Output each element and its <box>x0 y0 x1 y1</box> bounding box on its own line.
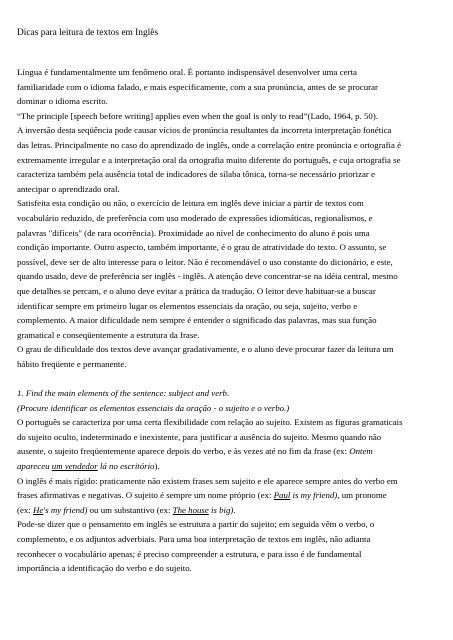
example-subject-underlined: Paul <box>273 490 291 501</box>
example-italic: apareceu <box>17 461 52 472</box>
example-subject-underlined: um vendedor <box>51 461 98 472</box>
text-line: palavras "difíceis" (de rara ocorrência). Proximidade ao nível de conhecimento do aluno é pois uma <box>17 227 370 238</box>
example-italic: Ontem <box>349 446 373 457</box>
paragraph-gap <box>17 371 445 386</box>
text-span: ou um substantivo (ex: <box>87 504 173 515</box>
text-line: Satisfeita esta condição ou não, o exercício de leitura em inglês deve iniciar a partir de textos com <box>17 198 364 209</box>
section-heading: 1. Find the main elements of the sentence: subject and verb. <box>17 388 230 399</box>
text-span: . <box>233 504 236 515</box>
example-subject-underlined: He <box>32 504 44 515</box>
section-subheading: (Procure identificar os elementos essenciais da oração - o sujeito e o verbo.) <box>17 402 290 413</box>
text-line: condição importante. Outro aspecto, também importante, é o grau de atratividade do texto. O assunto, se <box>17 242 387 253</box>
text-line: que detalhes se percam, e o aluno deve evitar a prática da tradução. O leitor deve habituar-se a buscar <box>17 285 376 296</box>
text-line: Pode-se dizer que o pensamento em inglês se estrutura a partir do sujeito; em seguida vêm o verbo, o <box>17 519 375 530</box>
example-italic: is big) <box>208 504 234 515</box>
text-line: identificar sempre em primeiro lugar os elementos essenciais da oração, ou seja, sujeito, verbo e <box>17 300 358 311</box>
text-span: (ex: <box>17 504 33 515</box>
quote-line: “The principle [speech before writing] applies even when the goal is only to read”(Lado, 1964, p. 50). <box>17 110 378 121</box>
text-line: vocabulário reduzido, de preferência com uso moderado de expressões idiomáticas, regionalismos, e <box>17 212 373 223</box>
text-line: familiaridade com o idioma falado, e mais especificamente, com a sua pronúncia, antes de se procurar <box>17 81 378 92</box>
text-line: hábito freqüente e permanente. <box>17 358 127 369</box>
text-span: ausente, o sujeito freqüentemente aparece depois do verbo, e às vezes até no fim da frase (ex: <box>17 446 350 457</box>
text-line <box>17 503 445 518</box>
text-line: possível, deve ser de alto interesse para o leitor. Não é recomendável o uso constante do dicionário, e este, <box>17 256 393 267</box>
document-title: Dicas para leitura de textos em Inglês <box>17 28 159 38</box>
example-italic: 's my friend) <box>43 504 88 515</box>
text-line: das letras. Principalmente no caso do aprendizado de inglês, onde a correlação entre pronúncia e ortografia é <box>17 139 402 150</box>
text-line: quando usado, deve de preferência ser inglês - inglês. A atenção deve concentrar-se na idéia central, mesmo <box>17 271 398 282</box>
text-line <box>17 488 445 503</box>
example-subject-underlined: The house <box>172 504 209 515</box>
text-line: gramatical e conseqüentemente a estrutura da frase. <box>17 329 200 340</box>
text-line: Língua é fundamentalmente um fenômeno oral. É portanto indispensável desenvolver uma certa <box>17 67 357 77</box>
text-line: complemento. A maior dificuldade nem sempre é entender o significado das palavras, mas sua função <box>17 315 377 326</box>
text-line: caracteriza também pela ausência total de indicadores de sílaba tônica, torna-se necessário priorizar e <box>17 169 375 180</box>
text-line: O português se caracteriza por uma certa flexibilidade com relação ao sujeito. Existem as figuras gramaticais <box>17 417 403 428</box>
text-line: antecipar o aprendizado oral. <box>17 183 120 194</box>
example-italic: is my friend) <box>290 490 338 501</box>
text-line <box>17 459 445 474</box>
text-line: reconhecer o vocabulário apenas; é preciso compreender a estrutura, e para isso é de fundamental <box>17 548 362 559</box>
text-line: extremamente irregular e a interpretação oral da ortografia muito diferente do português, e cuja ortografia se <box>17 154 401 165</box>
text-line: O inglês é mais rígido: praticamente não existem frases sem sujeito e ele aparece sempre antes do verbo em <box>17 475 398 486</box>
text-line: O grau de dificuldade dos textos deve avançar gradativamente, e o aluno deve procurar fazer da leitura um <box>17 344 394 355</box>
text-line: do sujeito oculto, indeterminado e inexistente, para justificar a ausência do sujeito. Mesmo quando não <box>17 431 382 442</box>
text-span: , um pronome <box>337 490 387 501</box>
text-line: complemento, e os adjuntos adverbiais. Para uma boa interpretação de textos em inglês, não adianta <box>17 534 371 544</box>
example-italic: lá no escritório <box>97 461 155 472</box>
text-line <box>17 444 445 459</box>
text-line: importância a identificação do verbo e do sujeito. <box>17 563 192 574</box>
text-span: frases afirmativas e negativas. O sujeito é sempre um nome próprio (ex: <box>17 490 274 501</box>
text-line: dominar o idioma escrito. <box>17 96 108 107</box>
text-line: A inversão desta seqüência pode causar vícios de pronúncia resultantes da incorreta interpretação fonética <box>17 125 392 136</box>
document-body <box>17 65 445 576</box>
text-span: ). <box>154 461 160 472</box>
